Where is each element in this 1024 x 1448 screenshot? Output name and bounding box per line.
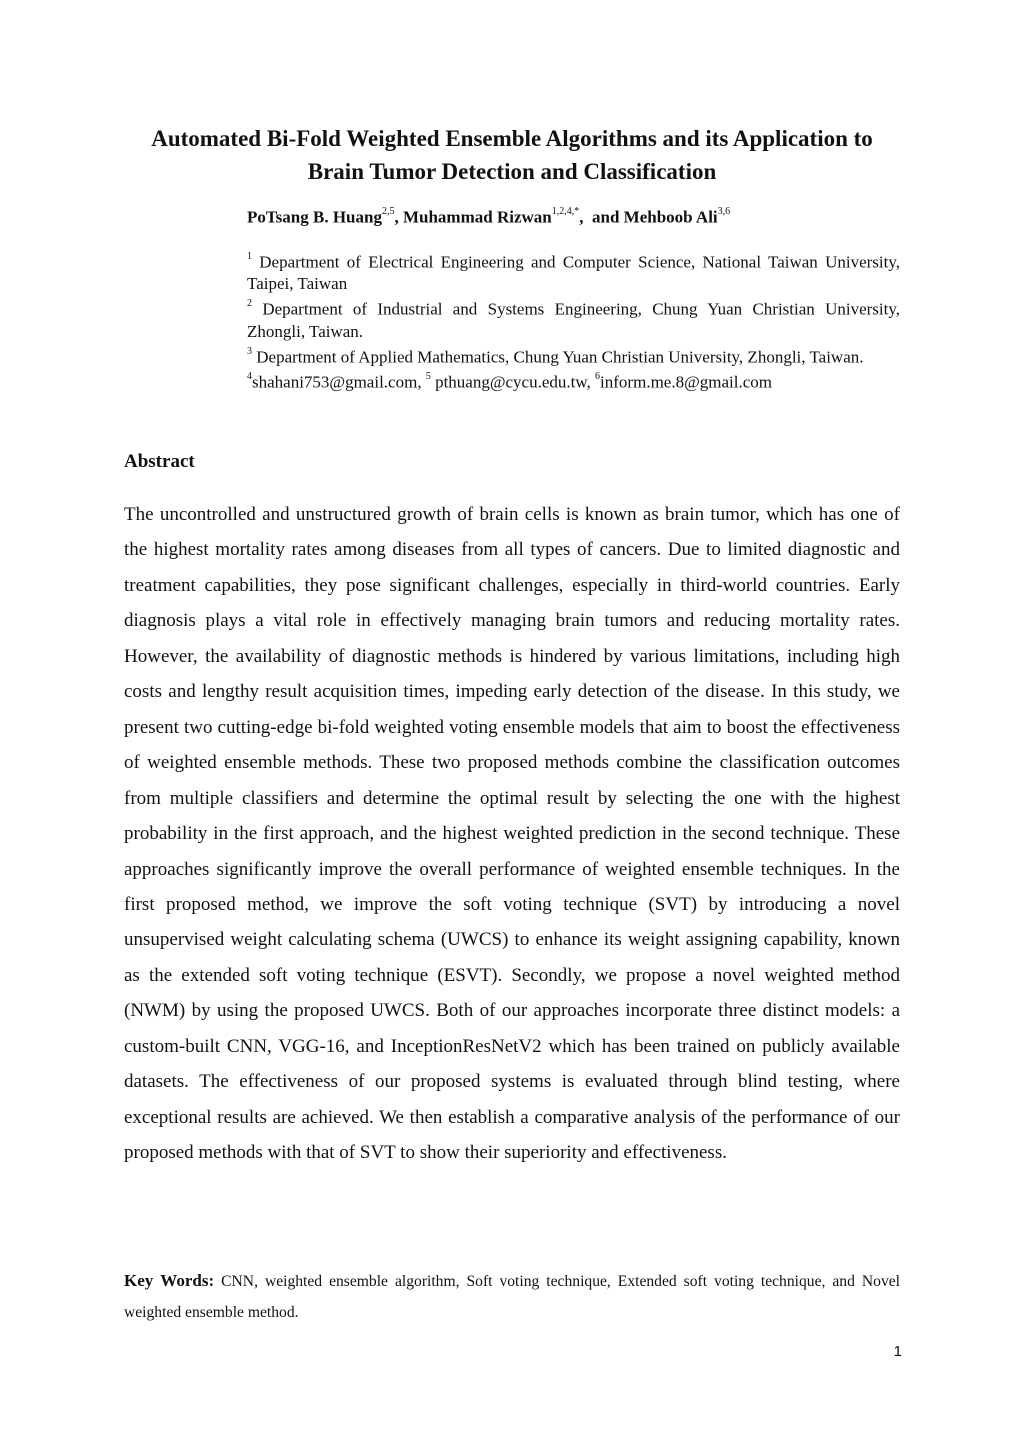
affiliation-2	[247, 295, 900, 342]
email-line: $^4$shahani753@gmail.com, $^5$ pthuang@cycu.edu.tw, $^6$inform.me.8@gmail.com	[247, 370, 772, 392]
author-list	[247, 202, 907, 230]
author-name: Mehboob Ali	[623, 207, 718, 227]
email-marker: 4	[247, 370, 252, 382]
affiliation-1	[247, 248, 900, 295]
author-name: PoTsang B. Huang	[247, 207, 382, 227]
affiliation-text: Department of Applied Mathematics, Chung Yuan Christian University, Zhongli, Taiwan.	[256, 347, 864, 367]
affiliation-3	[247, 343, 900, 368]
affiliation-marker: 1	[247, 251, 252, 262]
page-number: 1	[893, 1343, 902, 1360]
author-affiliation-marker: 2,5	[381, 206, 395, 217]
abstract-heading: Abstract	[124, 451, 195, 472]
email-marker: 5	[425, 370, 431, 382]
paper-title	[100, 122, 924, 188]
affiliation-marker: 3	[247, 345, 252, 357]
abstract-body: The uncontrolled and unstructured growth of brain cells is known as brain tumor, which has one of the highest mortality rates among diseases from all types of cancers. Due to limited diagnostic and treatment capabilities, they pose significant challenges, especially in third-world countries. Early diagnosis plays a vital role in effectively managing brain tumors and reducing mortality rates. However, the availability of diagnostic methods is hindered by various limitations, including high costs and lengthy result acquisition times, impeding early detection of the disease. In this study, we present two cutting-edge bi-fold weighted voting ensemble models that aim to boost the effectiveness of weighted ensemble methods. These two proposed methods combine the classification outcomes from multiple classifiers and determine the optimal result by selecting the one with the highest probability in the first approach, and the highest weighted prediction in the second technique. These approaches significantly improve the overall performance of weighted ensemble techniques. In the first proposed method, we improve the soft voting technique (SVT) by introducing a novel unsupervised weight calculating schema (UWCS) to enhance its weight assigning capability, known as the extended soft voting technique (ESVT). Secondly, we propose a novel weighted method (NWM) by using the proposed UWCS. Both of our approaches incorporate three distinct models: a custom-built CNN, VGG-16, and InceptionResNetV2 which has been trained on publicly available datasets. The effectiveness of our proposed systems is evaluated through blind testing, where exceptional results are achieved. We then establish a comparative analysis of the performance of our proposed methods with that of SVT to show their superiority and effectiveness.	[124, 504, 900, 1164]
email-address: pthuang@cycu.edu.tw	[435, 372, 587, 392]
keywords-label: Key Words:	[124, 1271, 215, 1290]
email-address: inform.me.8@gmail.com	[600, 372, 772, 392]
affiliation-text: Department of Industrial and Systems Engineering, Chung Yuan Christian University, Zhongli, Taiwan.	[247, 299, 901, 341]
email-marker: 6	[595, 370, 601, 382]
author-separator: ,	[394, 207, 403, 227]
affiliation-marker: 2	[247, 298, 252, 310]
keywords-text: CNN, weighted ensemble algorithm, Soft voting technique, Extended soft voting technique, and Novel weighted ensemble method.	[124, 1273, 900, 1321]
email-address: shahani753@gmail.com	[252, 372, 418, 392]
title-line-2: Brain Tumor Detection and Classification	[307, 159, 717, 184]
author-name: Muhammad Rizwan	[402, 207, 552, 227]
author-affiliation-marker: 1,2,4,*	[551, 206, 580, 217]
affiliation-text: Department of Electrical Engineering and Computer Science, National Taiwan University, Taipei, Taiwan	[247, 252, 900, 294]
affiliations	[247, 248, 900, 393]
title-line-1: Automated Bi-Fold Weighted Ensemble Algorithms and its Application to	[151, 126, 873, 151]
author-affiliation-marker: 3,6	[717, 206, 731, 217]
keywords	[124, 1265, 900, 1328]
author-separator: , and	[579, 207, 624, 227]
